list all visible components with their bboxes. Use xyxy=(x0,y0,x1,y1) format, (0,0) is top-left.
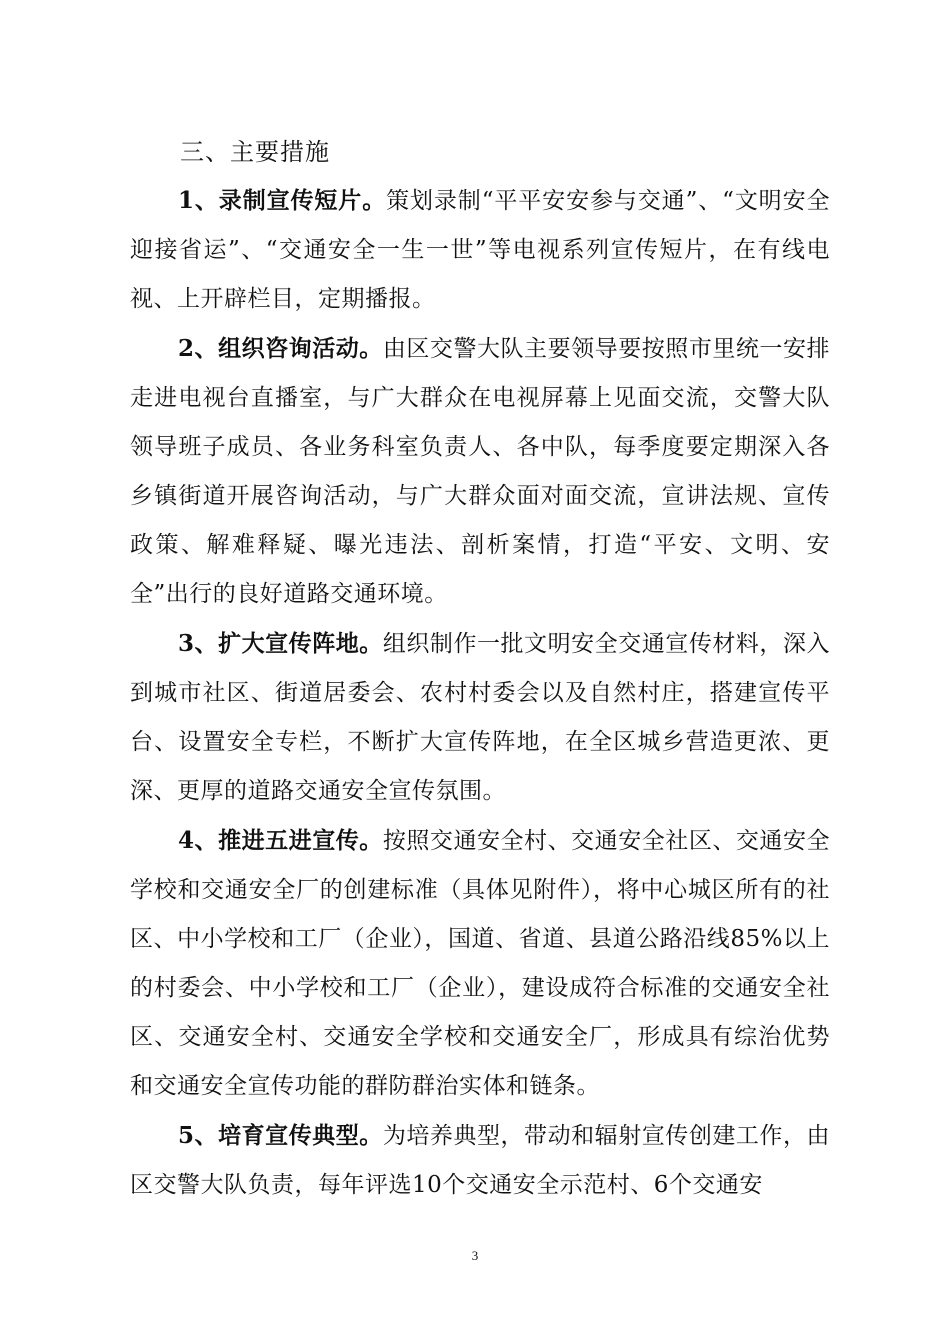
body-text xyxy=(130,176,830,1210)
paragraph-2-lead: 2、组织咨询活动。 xyxy=(178,335,383,362)
paragraph-2-text: 由区交警大队主要领导要按照市里统一安排走进电视台直播室，与广大群众在电视屏幕上见面交流，交警大队领导班子成员、各业务科室负责人、各中队，每季度要定期深入各乡镇街道开展咨询活动，与广大群众面对面交流，宣讲法规、宣传政策、解难释疑、曝光违法、剖析案情，打造“平安、文明、安全”出行的良好道路交通环境。 xyxy=(130,336,831,607)
page-number: 3 xyxy=(471,1248,479,1263)
paragraph-4 xyxy=(130,816,830,1111)
paragraph-3 xyxy=(130,619,830,816)
section-heading: 三、主要措施 xyxy=(180,138,330,166)
paragraph-1-lead: 1、录制宣传短片。 xyxy=(178,187,387,214)
paragraph-5-lead: 5、培育宣传典型。 xyxy=(178,1122,383,1149)
paragraph-5-text: 为培养典型，带动和辐射宣传创建工作，由区交警大队负责，每年评选10个交通安全示范村、6个交通安 xyxy=(130,1123,831,1198)
paragraph-2 xyxy=(130,324,830,619)
paragraph-1 xyxy=(130,176,830,324)
paragraph-5 xyxy=(130,1111,830,1210)
paragraph-3-lead: 3、扩大宣传阵地。 xyxy=(178,630,383,657)
paragraph-1-text: 策划录制“平平安安参与交通”、“文明安全迎接省运”、“交通安全一生一世”等电视系列宣传短片，在有线电视、上开辟栏目，定期播报。 xyxy=(130,188,830,312)
paragraph-4-text: 按照交通安全村、交通安全社区、交通安全学校和交通安全厂的创建标准（具体见附件），将中心城区所有的社区、中小学校和工厂（企业），国道、省道、县道公路沿线85%以上的村委会、中小学校和工厂（企业），建设成符合标准的交通安全社区、交通安全村、交通安全学校和交通安全厂，形成具有综治优势和交通安全宣传功能的群防群治实体和链条。 xyxy=(130,828,831,1099)
paragraph-4-lead: 4、推进五进宣传。 xyxy=(178,827,383,854)
paragraph-3-text: 组织制作一批文明安全交通宣传材料，深入到城市社区、街道居委会、农村村委会以及自然村庄，搭建宣传平台、设置安全专栏，不断扩大宣传阵地，在全区城乡营造更浓、更深、更厚的道路交通安全宣传氛围。 xyxy=(130,631,831,804)
